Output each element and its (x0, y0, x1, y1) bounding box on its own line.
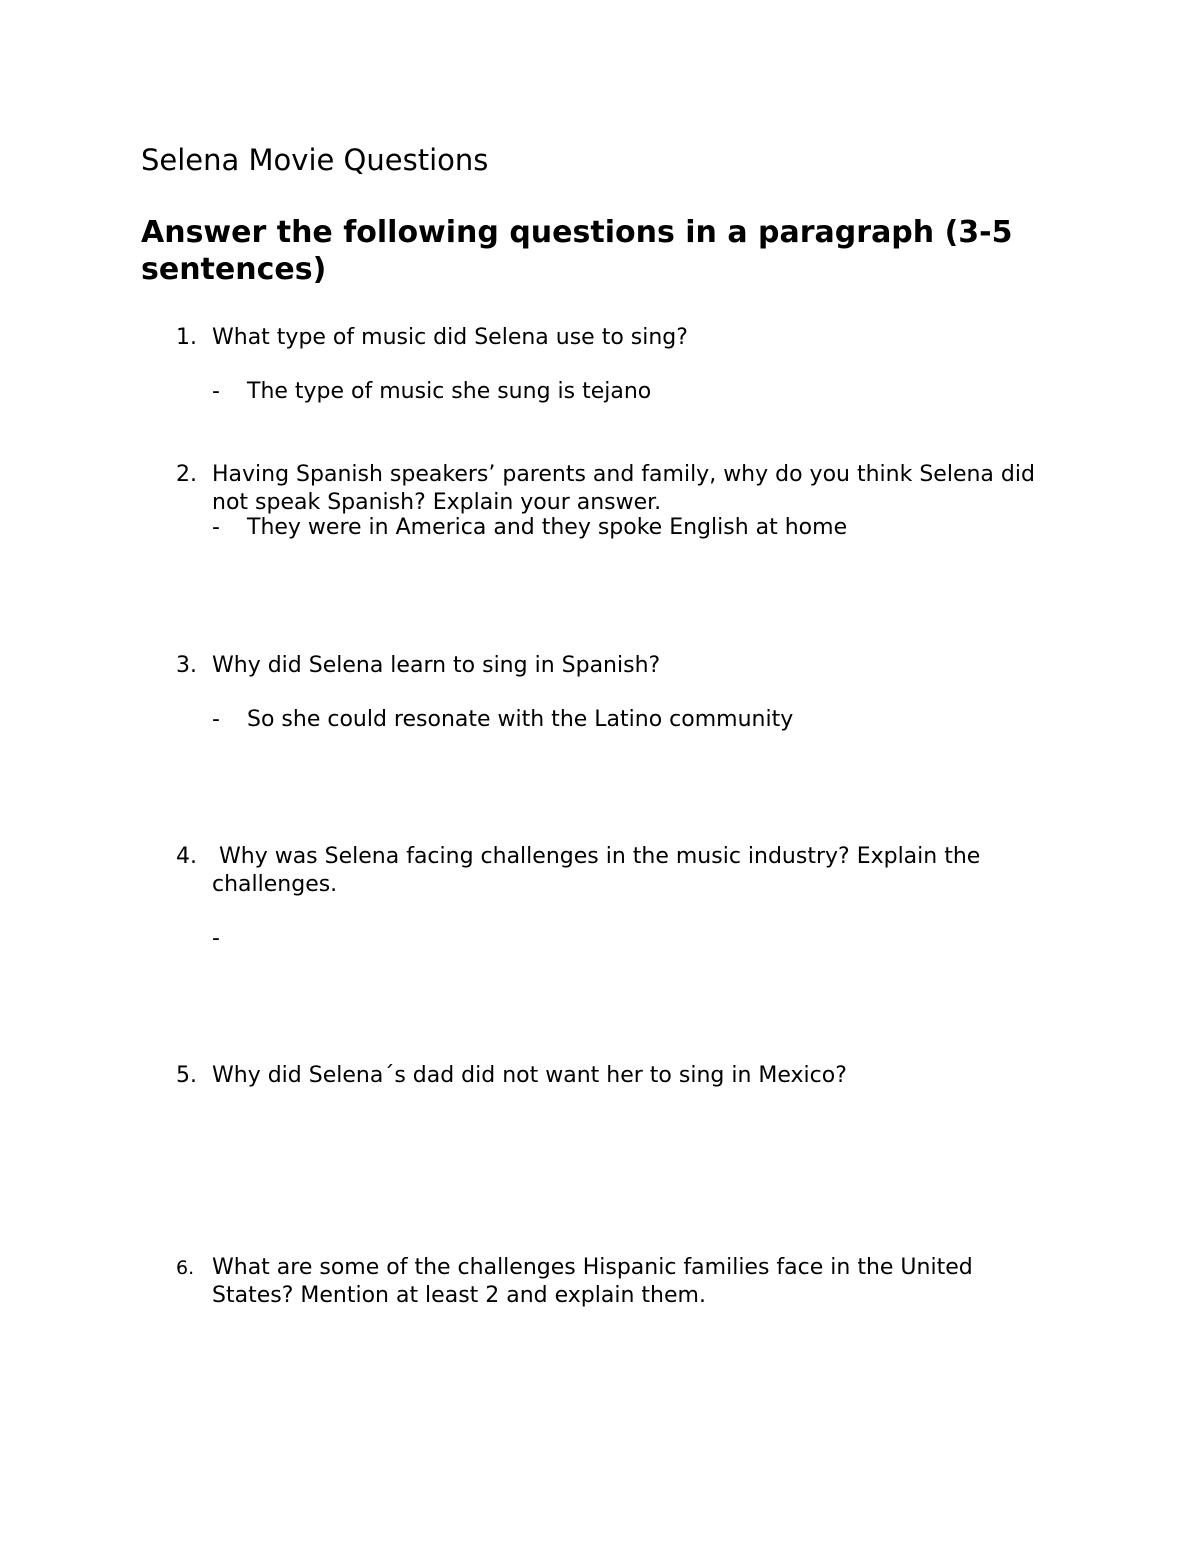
question-text: Why was Selena facing challenges in the music industry? Explain the challenges. (212, 844, 988, 897)
question-2 (176, 461, 1056, 517)
question-number: 1. (176, 325, 197, 350)
question-text: Why did Selena learn to sing in Spanish? (212, 653, 661, 678)
answer-1[interactable] (212, 378, 651, 406)
question-6 (176, 1254, 1056, 1310)
answer-bullet: - (212, 707, 220, 732)
instructions-heading: Answer the following questions in a paragraph (3-5 sentences) (141, 215, 1013, 287)
question-number: 6. (176, 1257, 195, 1279)
answer-text[interactable]: They were in America and they spoke English at home (247, 515, 848, 540)
question-text: Why did Selena´s dad did not want her to sing in Mexico? (212, 1063, 847, 1088)
answer-4[interactable] (212, 925, 412, 953)
question-5 (176, 1062, 1056, 1090)
question-1 (176, 324, 1056, 352)
question-text: Having Spanish speakers’ parents and family, why do you think Selena did not speak Spanish? Explain your answer. (212, 462, 1035, 515)
question-3 (176, 652, 1056, 680)
answer-bullet: - (212, 926, 220, 951)
answer-bullet: - (212, 379, 220, 404)
answer-3[interactable] (212, 706, 793, 734)
question-number: 2. (176, 462, 197, 487)
question-4 (176, 843, 1056, 899)
answer-bullet: - (212, 515, 220, 540)
question-text: What type of music did Selena use to sing? (212, 325, 688, 350)
answer-text[interactable]: So she could resonate with the Latino community (247, 707, 794, 732)
question-text: What are some of the challenges Hispanic families face in the United States? Mention at least 2 and explain them. (212, 1255, 973, 1308)
question-number: 4. (176, 844, 197, 869)
answer-text[interactable]: The type of music she sung is tejano (247, 379, 652, 404)
answer-2[interactable] (212, 514, 847, 542)
question-number: 3. (176, 653, 197, 678)
question-number: 5. (176, 1063, 197, 1088)
document-title: Selena Movie Questions (141, 143, 489, 177)
